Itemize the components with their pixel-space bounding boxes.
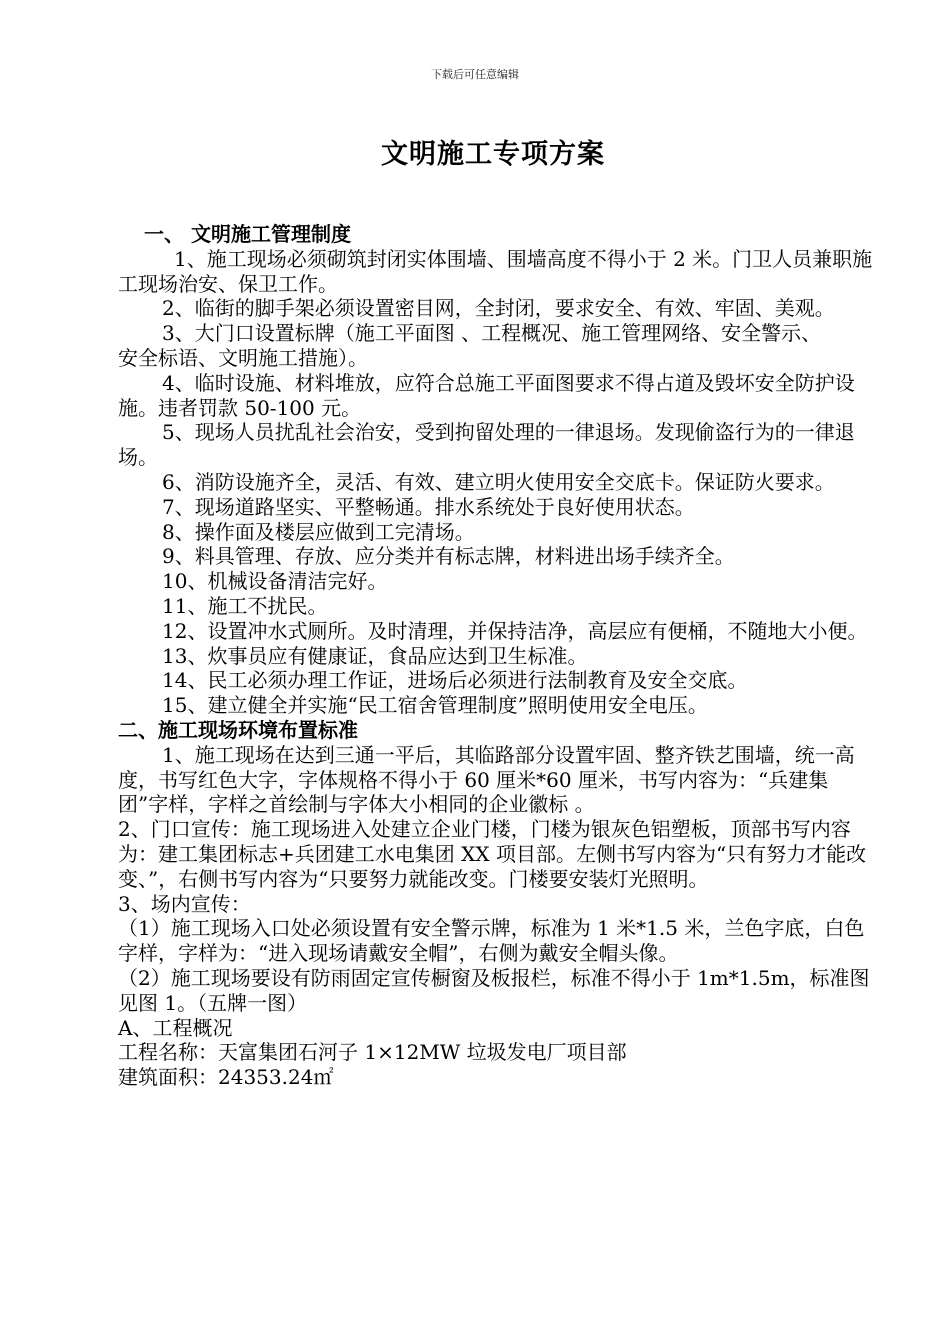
paragraph: 5、现场人员扰乱社会治安，受到拘留处理的一律退场。发现偷盗行为的一律退场。 <box>118 420 855 470</box>
document-title: 文明施工专项方案 <box>381 139 605 170</box>
section-heading: 一、 文明施工管理制度 <box>144 222 351 246</box>
header-note: 下载后可任意编辑 <box>431 68 519 81</box>
paragraph: 建筑面积：24353.24㎡ <box>118 1065 334 1090</box>
paragraph: 工程名称：天富集团石河子 1×12MW 垃圾发电厂项目部 <box>118 1040 627 1065</box>
paragraph: 3、场内宣传： <box>118 891 251 916</box>
paragraph: 12、设置冲水式厕所。及时清理，并保持洁净，高层应有便桶，不随地大小便。 <box>162 618 868 643</box>
paragraph: 1、施工现场必须砌筑封闭实体围墙、围墙高度不得小于 2 米。门卫人员兼职施工现场治安、保卫工作。 <box>118 246 873 296</box>
paragraph: 6、消防设施齐全，灵活、有效、建立明火使用安全交底卡。保证防火要求。 <box>162 469 835 494</box>
paragraph: 3、大门口设置标牌（施工平面图 、工程概况、施工管理网络、安全警示、 <box>162 321 822 346</box>
paragraph: 15、建立健全并实施“民工宿舍管理制度”照明使用安全电压。 <box>162 693 708 718</box>
paragraph: 10、机械设备清洁完好。 <box>162 569 388 594</box>
paragraph: 4、临时设施、材料堆放，应符合总施工平面图要求不得占道及毁坏安全防护设施。违者罚款 50-100 元。 <box>118 370 855 420</box>
paragraph: 2、临街的脚手架必须设置密目网，全封闭，要求安全、有效、牢固、美观。 <box>162 296 835 321</box>
paragraph: 1、施工现场在达到三通一平后，其临路部分设置牢固、整齐铁艺围墙，统一高度，书写红色大字，字体规格不得小于 60 厘米*60 厘米，书写内容为：“兵建集团”字样，字样之首绘制与字体大小相同的企业徽标 。 <box>118 742 855 817</box>
paragraph: 14、民工必须办理工作证，进场后必须进行法制教育及安全交底。 <box>162 668 748 693</box>
paragraph: 7、现场道路坚实、平整畅通。排水系统处于良好使用状态。 <box>162 494 695 519</box>
paragraph: （2）施工现场要设有防雨固定宣传橱窗及板报栏，标准不得小于 1m*1.5m，标准图见图 1。（五牌一图） <box>118 965 870 1015</box>
paragraph: 11、施工不扰民。 <box>162 593 328 618</box>
section-heading: 二、施工现场环境布置标准 <box>118 717 358 742</box>
document-body <box>118 222 878 1090</box>
paragraph: 8、操作面及楼层应做到工完清场。 <box>162 519 475 544</box>
paragraph: A、工程概况 <box>118 1015 233 1040</box>
paragraph: 安全标语、文明施工措施）。 <box>118 345 368 370</box>
paragraph: 9、料具管理、存放、应分类并有标志牌，材料进出场手续齐全。 <box>162 544 735 569</box>
paragraph: 13、炊事员应有健康证，食品应达到卫生标准。 <box>162 643 588 668</box>
paragraph: （1）施工现场入口处必须设置有安全警示牌，标准为 1 米*1.5 米，兰色字底，白色字样，字样为：“进入现场请戴安全帽”，右侧为戴安全帽头像。 <box>118 916 865 966</box>
paragraph: 2、门口宣传：施工现场进入处建立企业门楼，门楼为银灰色铝塑板，顶部书写内容为：建工集团标志+兵团建工水电集团 XX 项目部。左侧书写内容为“只有努力才能改变、”，右侧书写内容为“只要努力就能改变。门楼要安装灯光照明。 <box>118 817 867 891</box>
